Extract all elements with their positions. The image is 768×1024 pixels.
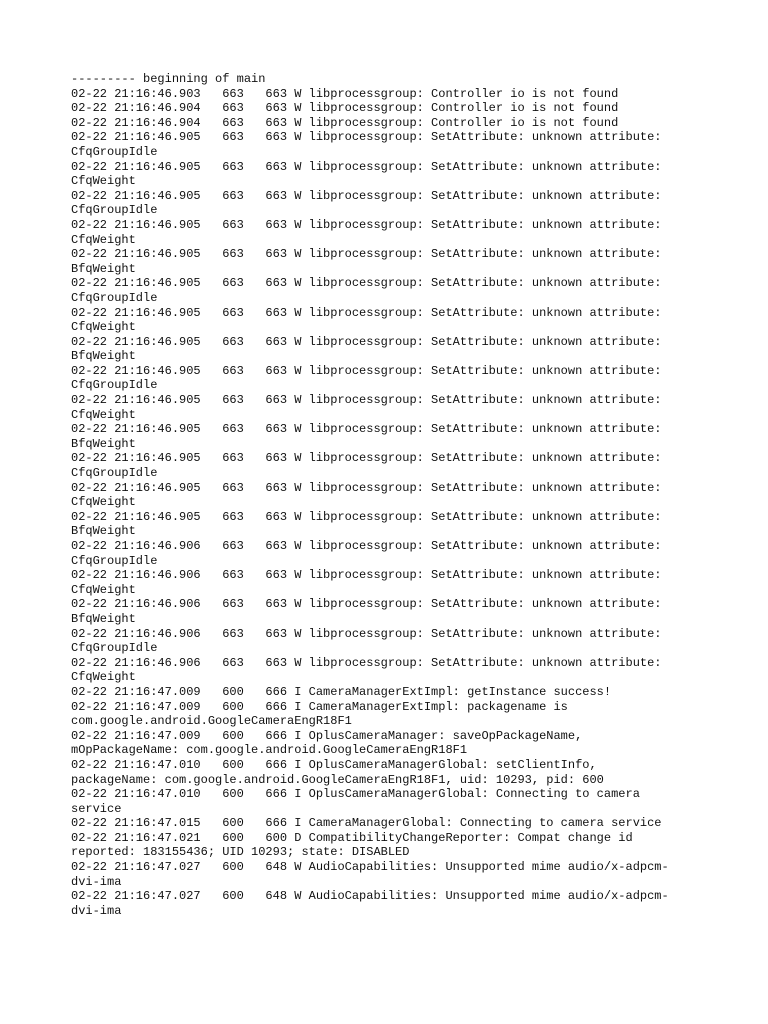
log-text-block [71,72,711,918]
log-line: CfqWeight [71,495,136,510]
log-line: 02-22 21:16:46.905 663 663 W libprocessgroup: SetAttribute: unknown attribute: [71,276,662,291]
log-line: mOpPackageName: com.google.android.GoogleCameraEngR18F1 [71,743,468,758]
log-line: 02-22 21:16:46.906 663 663 W libprocessgroup: SetAttribute: unknown attribute: [71,568,662,583]
log-line: 02-22 21:16:46.905 663 663 W libprocessgroup: SetAttribute: unknown attribute: [71,451,662,466]
log-line: 02-22 21:16:46.905 663 663 W libprocessgroup: SetAttribute: unknown attribute: [71,334,662,349]
log-line: BfqWeight [71,349,136,364]
log-line: dvi-ima [71,903,122,918]
log-line: 02-22 21:16:47.009 600 666 I CameraManagerExtImpl: getInstance success! [71,684,612,699]
log-line: CfqWeight [71,232,136,247]
log-line: com.google.android.GoogleCameraEngR18F1 [71,714,352,729]
log-line: 02-22 21:16:46.905 663 663 W libprocessgroup: SetAttribute: unknown attribute: [71,217,662,232]
log-line: 02-22 21:16:47.027 600 648 W AudioCapabilities: Unsupported mime audio/x-adpcm- [71,889,669,904]
log-line: service [71,801,122,816]
log-line: 02-22 21:16:46.904 663 663 W libprocessgroup: Controller io is not found [71,115,619,130]
log-line: CfqWeight [71,407,136,422]
log-line: 02-22 21:16:47.009 600 666 I CameraManagerExtImpl: packagename is [71,699,568,714]
log-line: 02-22 21:16:46.905 663 663 W libprocessgroup: SetAttribute: unknown attribute: [71,480,662,495]
log-line: 02-22 21:16:47.015 600 666 I CameraManagerGlobal: Connecting to camera service [71,816,662,831]
log-line: CfqWeight [71,582,136,597]
log-line: 02-22 21:16:46.905 663 663 W libprocessgroup: SetAttribute: unknown attribute: [71,363,662,378]
log-line: CfqWeight [71,174,136,189]
log-line: 02-22 21:16:46.905 663 663 W libprocessgroup: SetAttribute: unknown attribute: [71,188,662,203]
log-line: dvi-ima [71,874,122,889]
log-line: 02-22 21:16:46.906 663 663 W libprocessgroup: SetAttribute: unknown attribute: [71,626,662,641]
log-line: 02-22 21:16:46.906 663 663 W libprocessgroup: SetAttribute: unknown attribute: [71,539,662,553]
log-line: --------- beginning of main [71,72,266,86]
log-line: CfqGroupIdle [71,641,158,656]
log-line: 02-22 21:16:47.027 600 648 W AudioCapabilities: Unsupported mime audio/x-adpcm- [71,860,669,875]
log-line: 02-22 21:16:46.906 663 663 W libprocessgroup: SetAttribute: unknown attribute: [71,655,662,670]
log-line: BfqWeight [71,524,136,539]
log-line: packageName: com.google.android.GoogleCameraEngR18F1, uid: 10293, pid: 600 [71,772,604,787]
log-line: 02-22 21:16:46.903 663 663 W libprocessgroup: Controller io is not found [71,86,619,101]
log-line: CfqGroupIdle [71,290,158,305]
log-line: CfqGroupIdle [71,553,158,568]
log-line: 02-22 21:16:46.906 663 663 W libprocessgroup: SetAttribute: unknown attribute: [71,597,662,612]
log-line: 02-22 21:16:46.905 663 663 W libprocessgroup: SetAttribute: unknown attribute: [71,393,662,408]
log-line: 02-22 21:16:47.021 600 600 D CompatibilityChangeReporter: Compat change id [71,830,633,845]
log-line: 02-22 21:16:46.904 663 663 W libprocessgroup: Controller io is not found [71,101,619,116]
log-line: BfqWeight [71,611,136,626]
log-line: 02-22 21:16:47.009 600 666 I OplusCameraManager: saveOpPackageName, [71,728,583,743]
log-line: CfqWeight [71,320,136,335]
log-line: 02-22 21:16:46.905 663 663 W libprocessgroup: SetAttribute: unknown attribute: [71,509,662,524]
log-line: CfqGroupIdle [71,466,158,481]
log-line: 02-22 21:16:46.905 663 663 W libprocessgroup: SetAttribute: unknown attribute: [71,159,662,174]
log-line: 02-22 21:16:47.010 600 666 I OplusCameraManagerGlobal: setClientInfo, [71,757,597,772]
log-line: reported: 183155436; UID 10293; state: DISABLED [71,845,410,860]
log-line: CfqWeight [71,670,136,685]
log-line: 02-22 21:16:46.905 663 663 W libprocessgroup: SetAttribute: unknown attribute: [71,130,662,145]
log-line: BfqWeight [71,261,136,276]
log-line: CfqGroupIdle [71,144,158,159]
log-line: 02-22 21:16:46.905 663 663 W libprocessgroup: SetAttribute: unknown attribute: [71,247,662,262]
log-line: 02-22 21:16:47.010 600 666 I OplusCameraManagerGlobal: Connecting to camera [71,787,640,802]
log-line: BfqWeight [71,436,136,451]
log-line: CfqGroupIdle [71,203,158,218]
log-line: CfqGroupIdle [71,378,158,393]
log-line: 02-22 21:16:46.905 663 663 W libprocessgroup: SetAttribute: unknown attribute: [71,422,662,437]
log-line: 02-22 21:16:46.905 663 663 W libprocessgroup: SetAttribute: unknown attribute: [71,305,662,320]
